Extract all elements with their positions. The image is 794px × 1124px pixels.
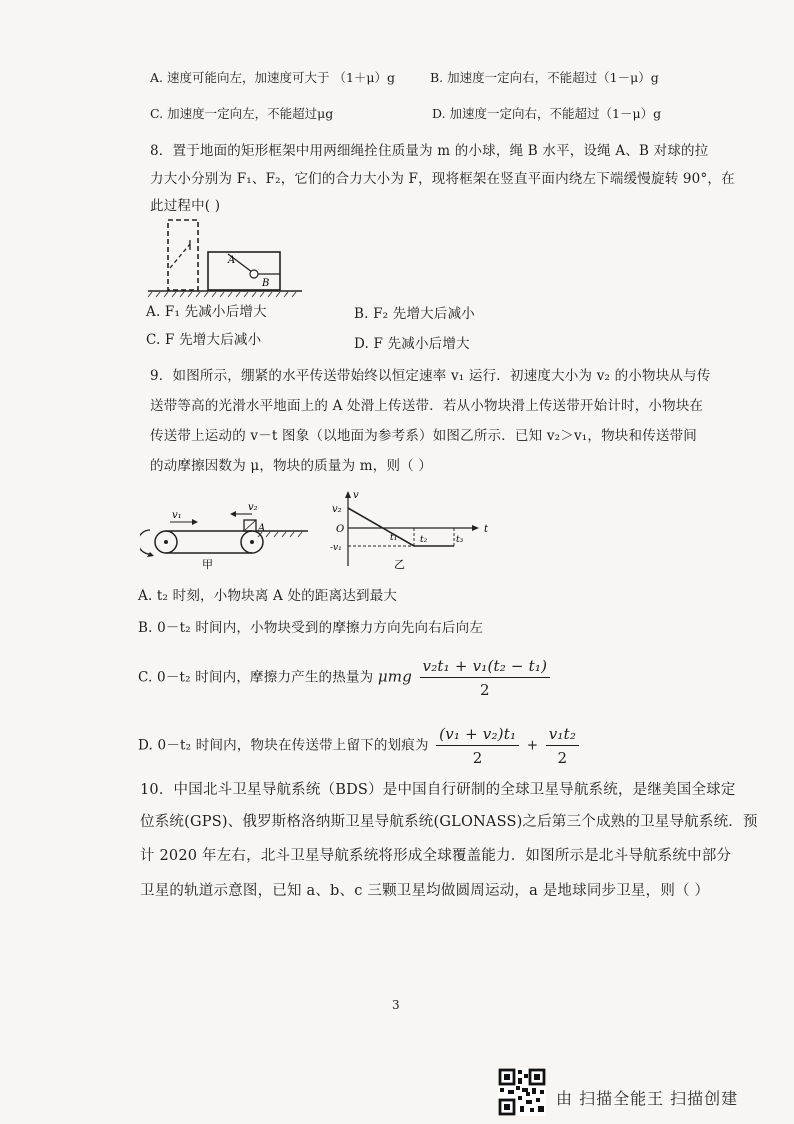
q9-option-c-numerator: v₂t₁ + v₁(t₂ − t₁) — [420, 656, 551, 678]
page-number: 3 — [392, 998, 400, 1012]
q9-vt-graph — [328, 488, 498, 572]
q8-stem-line2: 力大小分别为 F₁、F₂，它们的合力大小为 F，现将框架在竖直平面内绕左下端缓慢旋转 90°，在 — [150, 171, 735, 187]
q9-option-d-fraction-1 — [436, 724, 519, 768]
q10-stem-line2: 位系统(GPS)、俄罗斯格洛纳斯卫星导航系统(GLONASS)之后第三个成熟的卫星导航系统．预 — [140, 814, 758, 830]
q8-stem-line1: 8．置于地面的矩形框架中用两细绳拴住质量为 m 的小球，绳 B 水平，设绳 A、B 对球的拉 — [150, 143, 709, 159]
q9-yi-t3: t₃ — [456, 535, 464, 545]
q9-yi-origin: O — [336, 524, 345, 535]
q9-option-c-prefix: C. 0－t₂ 时间内，摩擦力产生的热量为 — [138, 669, 374, 686]
q9-jia-v2: v₂ — [248, 502, 258, 513]
q9-conveyor-figure — [140, 500, 320, 572]
q7-option-b: B. 加速度一定向右，不能超过（1－μ）g — [430, 70, 659, 85]
q9-option-b: B. 0－t₂ 时间内，小物块受到的摩擦力方向先向右后向左 — [138, 620, 484, 636]
q8-stem-line3: 此过程中( ) — [150, 198, 221, 214]
q9-stem-line1: 9．如图所示，绷紧的水平传送带始终以恒定速率 v₁ 运行．初速度大小为 v₂ 的小物块从与传 — [150, 368, 711, 384]
q9-jia-caption: 甲 — [202, 558, 213, 571]
q7-option-c: C. 加速度一定向左，不能超过μg — [150, 106, 334, 121]
q8-label-b: B — [262, 278, 270, 289]
q9-option-d-plus: + — [526, 737, 539, 754]
q10-stem-line3: 计 2020 年左右，北斗卫星导航系统将形成全球覆盖能力．如图所示是北斗导航系统中部分 — [140, 848, 732, 864]
q9-yi-t2: t₂ — [420, 535, 428, 545]
q9-option-d-fraction-2 — [546, 724, 579, 768]
q9-jia-a: A — [258, 523, 266, 534]
q9-option-c-coef: μmg — [377, 667, 413, 686]
q9-yi-neg-v1: -v₁ — [330, 543, 342, 553]
scanner-watermark-text: 由 扫描全能王 扫描创建 — [556, 1089, 739, 1108]
q10-stem-line1: 10．中国北斗卫星导航系统（BDS）是中国自行研制的全球卫星导航系统，是继美国全球定 — [140, 782, 736, 798]
q9-stem-line4: 的动摩擦因数为 μ，物块的质量为 m，则（ ） — [150, 458, 433, 474]
q9-option-d-prefix: D. 0－t₂ 时间内，物块在传送带上留下的划痕为 — [138, 737, 429, 754]
q9-option-d-denominator-2: 2 — [557, 749, 568, 767]
q9-option-d — [138, 724, 582, 768]
q7-option-a: A. 速度可能向左，加速度可大于 （1＋μ）g — [150, 70, 396, 85]
q9-yi-v-axis: v — [353, 490, 359, 501]
q9-option-d-denominator-1: 2 — [472, 749, 483, 767]
q9-yi-t-axis: t — [484, 524, 489, 535]
q9-option-c-denominator: 2 — [479, 681, 490, 699]
q8-label-a: A — [228, 255, 236, 266]
q9-yi-caption: 乙 — [394, 558, 405, 571]
q9-yi-v2: v₂ — [332, 504, 342, 515]
q9-stem-line3: 传送带上运动的 v－t 图象（以地面为参考系）如图乙所示．已知 v₂＞v₁，物块和传送带间 — [150, 428, 698, 444]
scanner-watermark — [498, 1068, 788, 1118]
q9-option-d-numerator-2: v₁t₂ — [546, 724, 579, 746]
qr-code-icon — [498, 1068, 546, 1116]
q9-option-a: A. t₂ 时刻，小物块离 A 处的距离达到最大 — [138, 588, 398, 604]
q9-option-c — [138, 656, 553, 700]
q8-option-b: B. F₂ 先增大后减小 — [354, 306, 475, 322]
q8-frame-figure — [146, 216, 306, 300]
q8-option-d: D. F 先减小后增大 — [354, 336, 470, 352]
q9-option-c-fraction — [420, 656, 551, 700]
q8-option-a: A. F₁ 先减小后增大 — [146, 304, 267, 320]
q9-yi-t1: t₁ — [390, 533, 398, 543]
q9-stem-line2: 送带等高的光滑水平地面上的 A 处滑上传送带．若从小物块滑上传送带开始计时，小物块在 — [150, 398, 704, 414]
q8-option-c: C. F 先增大后减小 — [146, 332, 262, 348]
q9-jia-v1: v₁ — [172, 510, 182, 521]
q9-option-d-numerator-1: (v₁ + v₂)t₁ — [436, 724, 519, 746]
q7-option-d: D. 加速度一定向右，不能超过（1－μ）g — [432, 106, 662, 121]
q10-stem-line4: 卫星的轨道示意图，已知 a、b、c 三颗卫星均做圆周运动，a 是地球同步卫星，则（ ） — [140, 883, 710, 899]
